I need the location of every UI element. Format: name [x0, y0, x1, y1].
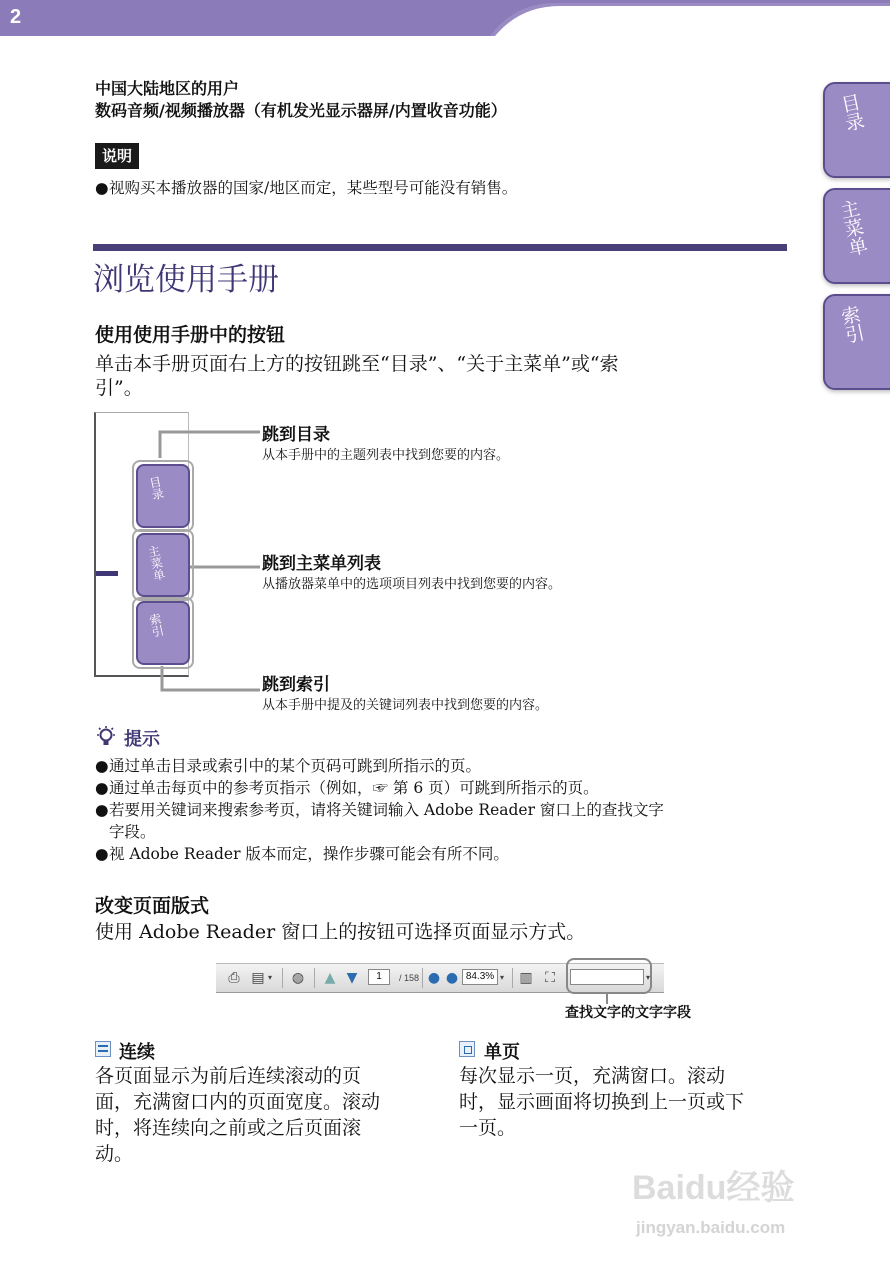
lightbulb-icon — [95, 726, 117, 748]
find-field-highlight — [566, 958, 652, 994]
single-page-line-1: 每次显示一页，充满窗口。滚动 — [459, 1065, 726, 1087]
bullet-dot-icon: ● — [95, 757, 109, 775]
side-tab-main-menu-label: 主菜单 — [835, 197, 870, 259]
diagram-tab-main-menu-label: 主菜单 — [145, 544, 167, 583]
note-badge: 说明 — [95, 143, 139, 169]
side-tab-index-label: 索引 — [836, 303, 867, 346]
chevron-down-icon[interactable]: ▾ — [267, 973, 272, 982]
tips-heading: 提示 — [124, 729, 160, 750]
callout-title-main-menu: 跳到主菜单列表 — [262, 554, 381, 574]
diagram-tab-contents-label: 目录 — [146, 474, 166, 502]
diagram-tab-index — [136, 601, 190, 665]
buttons-text-line-2: 引”。 — [95, 377, 143, 399]
find-field-label: 查找文字的文字字段 — [565, 1005, 691, 1021]
tip-text-2: 通过单击每页中的参考页指示（例如，☞ 第 6 页）可跳到所指示的页。 — [109, 779, 599, 797]
watermark-brand: Baidu经验 — [632, 1169, 795, 1207]
tip-text-4: 视 Adobe Reader 版本而定，操作步骤可能会有所不同。 — [109, 845, 509, 863]
header-band — [0, 0, 890, 36]
tip-text-3: 若要用关键词来搜索参考页，请将关键词输入 Adobe Reader 窗口上的查找文字 — [109, 801, 664, 819]
diagram-tab-contents — [136, 464, 190, 528]
diagram-tab-main-menu — [136, 533, 190, 597]
continuous-line-3: 时，将连续向之前或之后页面滚 — [95, 1117, 362, 1139]
intro-line-1: 中国大陆地区的用户 — [95, 79, 240, 98]
side-tab-index[interactable] — [823, 294, 890, 390]
bullet-dot-icon: ● — [95, 845, 109, 863]
zoom-in-icon[interactable]: ● — [445, 970, 459, 986]
layout-heading: 改变页面版式 — [95, 895, 210, 917]
bullet-dot-icon: ● — [95, 801, 109, 819]
watermark-url: jingyan.baidu.com — [636, 1218, 786, 1237]
next-page-icon[interactable]: ▼ — [346, 970, 358, 986]
zoom-out-icon[interactable]: ● — [427, 970, 441, 986]
chevron-down-icon[interactable]: ▾ — [645, 973, 650, 982]
section-title: 浏览使用手册 — [93, 262, 279, 298]
continuous-line-1: 各页面显示为前后连续滚动的页 — [95, 1065, 362, 1087]
single-page-line-2: 时，显示画面将切换到上一页或下 — [459, 1091, 745, 1113]
callout-title-index: 跳到索引 — [262, 675, 330, 695]
side-tab-contents-label: 目录 — [836, 91, 867, 134]
note-bullet-text: 视购买本播放器的国家/地区而定，某些型号可能没有销售。 — [109, 179, 518, 197]
continuous-icon — [95, 1041, 111, 1057]
single-page-title: 单页 — [484, 1042, 520, 1063]
tip-item — [95, 798, 664, 820]
page-total: / 158 — [398, 973, 420, 983]
callout-desc-contents: 从本手册中的主题列表中找到您要的内容。 — [262, 448, 510, 463]
zoom-field[interactable]: 84.3% — [462, 969, 498, 985]
diagram-tab-index-label: 索引 — [146, 611, 166, 639]
callout-desc-main-menu: 从播放器菜单中的选项项目列表中找到您要的内容。 — [262, 577, 562, 592]
tip-text-1: 通过单击目录或索引中的某个页码可跳到所指示的页。 — [109, 757, 482, 775]
tip-item — [95, 842, 509, 864]
tip-item — [95, 754, 481, 776]
bullet-dot-icon: ● — [95, 179, 109, 197]
chevron-down-icon[interactable]: ▾ — [499, 973, 504, 982]
callout-title-contents: 跳到目录 — [262, 425, 330, 445]
bullet-dot-icon: ● — [95, 779, 109, 797]
tip-item — [95, 776, 599, 798]
buttons-heading: 使用使用手册中的按钮 — [95, 324, 286, 346]
callout-desc-index: 从本手册中提及的关键词列表中找到您要的内容。 — [262, 698, 549, 713]
previous-page-icon[interactable]: ▲ — [324, 970, 336, 986]
single-page-icon — [459, 1041, 475, 1057]
diagram-page-bar — [96, 571, 118, 576]
web-icon[interactable]: ◍ — [291, 970, 305, 986]
continuous-mode-icon[interactable]: ▥ — [519, 970, 533, 986]
side-tab-contents[interactable] — [823, 82, 890, 178]
single-page-line-3: 一页。 — [459, 1117, 517, 1139]
intro-line-2: 数码音频/视频播放器（有机发光显示器屏/内置收音功能） — [95, 101, 507, 120]
note-bullet — [95, 176, 517, 198]
save-icon[interactable]: ▤ — [251, 970, 265, 986]
side-tab-main-menu[interactable] — [823, 188, 890, 284]
single-page-mode-icon[interactable]: ⛶ — [545, 970, 555, 986]
layout-text: 使用 Adobe Reader 窗口上的按钮可选择页面显示方式。 — [95, 921, 586, 943]
tip-text-3-continued: 字段。 — [109, 823, 156, 841]
buttons-text-line-1: 单击本手册页面右上方的按钮跳至“目录”、“关于主菜单”或“索 — [95, 353, 619, 375]
page-number-field[interactable]: 1 — [368, 969, 390, 985]
continuous-title: 连续 — [119, 1042, 155, 1063]
continuous-line-4: 动。 — [95, 1143, 134, 1165]
page-number: 2 — [10, 6, 22, 28]
continuous-line-2: 面，充满窗口内的页面宽度。滚动 — [95, 1091, 381, 1113]
section-rule — [93, 244, 787, 251]
print-icon[interactable]: ⎙ — [228, 970, 240, 986]
